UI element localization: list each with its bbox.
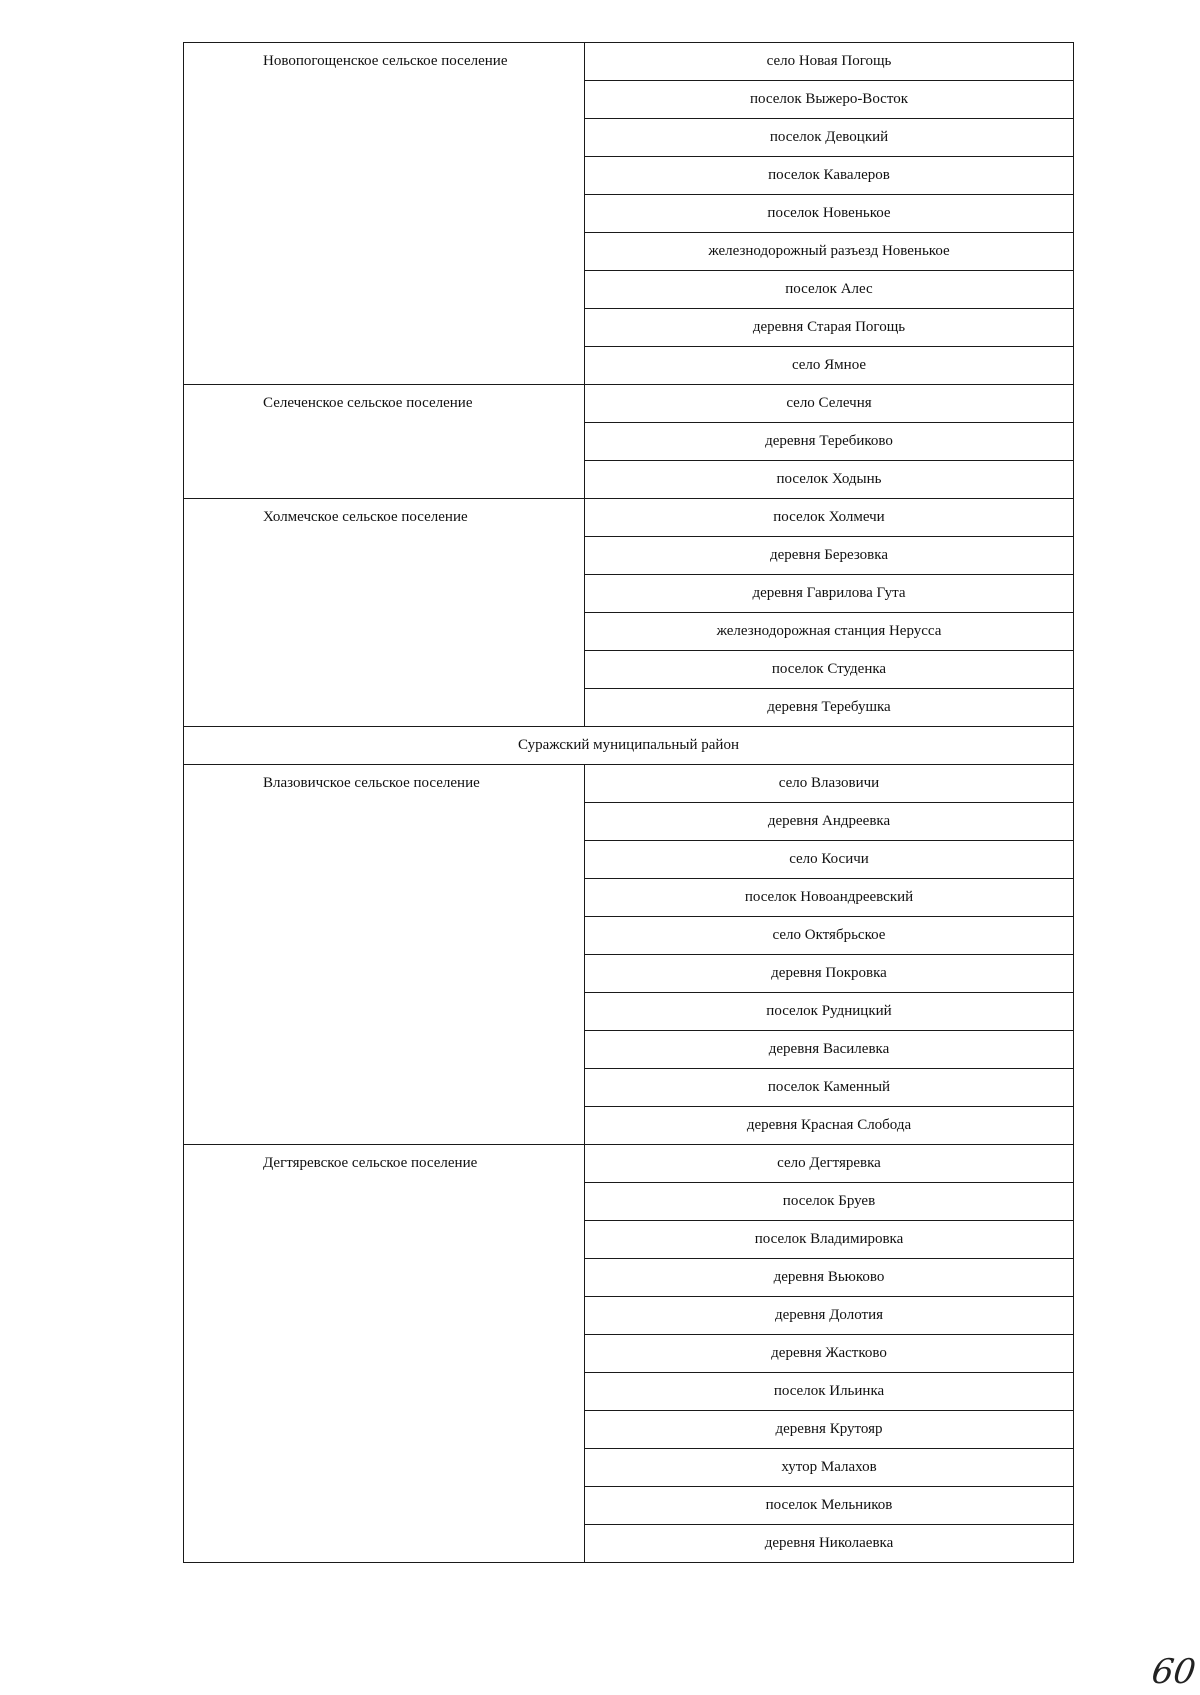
settlement-name: Новопогощенское сельское поселение — [263, 53, 508, 69]
settlements-table-body — [184, 43, 1074, 1563]
table-row — [184, 1145, 1074, 1183]
locality-name: поселок Холмечи — [585, 499, 1074, 537]
locality-name: поселок Ильинка — [585, 1373, 1074, 1411]
locality-name: деревня Теребушка — [585, 689, 1074, 727]
locality-name: деревня Красная Слобода — [585, 1107, 1074, 1145]
locality-name: поселок Девоцкий — [585, 119, 1074, 157]
locality-name: поселок Бруев — [585, 1183, 1074, 1221]
district-row — [184, 727, 1074, 765]
locality-name: поселок Рудницкий — [585, 993, 1074, 1031]
locality-name: деревня Теребиково — [585, 423, 1074, 461]
locality-name: деревня Василевка — [585, 1031, 1074, 1069]
locality-name: деревня Долотия — [585, 1297, 1074, 1335]
locality-name: деревня Андреевка — [585, 803, 1074, 841]
locality-name: поселок Студенка — [585, 651, 1074, 689]
locality-name: поселок Владимировка — [585, 1221, 1074, 1259]
locality-name: село Ямное — [585, 347, 1074, 385]
settlement-cell — [184, 43, 585, 385]
locality-name: поселок Кавалеров — [585, 157, 1074, 195]
settlement-name: Влазовичское сельское поселение — [263, 775, 480, 791]
page-number: 60 — [1149, 1652, 1199, 1692]
settlement-name: Дегтяревское сельское поселение — [263, 1155, 478, 1171]
locality-name: деревня Гаврилова Гута — [585, 575, 1074, 613]
locality-name: село Селечня — [585, 385, 1074, 423]
locality-name: село Дегтяревка — [585, 1145, 1074, 1183]
locality-name: поселок Каменный — [585, 1069, 1074, 1107]
table-row — [184, 385, 1074, 423]
locality-name: железнодорожная станция Нерусса — [585, 613, 1074, 651]
locality-name: поселок Алес — [585, 271, 1074, 309]
locality-name: поселок Ходынь — [585, 461, 1074, 499]
locality-name: село Новая Погощь — [585, 43, 1074, 81]
locality-name: село Косичи — [585, 841, 1074, 879]
settlement-cell — [184, 499, 585, 727]
table-row — [184, 765, 1074, 803]
settlement-name: Селеченское сельское поселение — [263, 395, 473, 411]
locality-name: деревня Старая Погощь — [585, 309, 1074, 347]
settlements-table — [183, 42, 1074, 1563]
locality-name: деревня Покровка — [585, 955, 1074, 993]
settlement-cell — [184, 1145, 585, 1563]
locality-name: деревня Николаевка — [585, 1525, 1074, 1563]
locality-name: поселок Выжеро-Восток — [585, 81, 1074, 119]
settlement-cell — [184, 385, 585, 499]
table-row — [184, 499, 1074, 537]
locality-name: село Влазовичи — [585, 765, 1074, 803]
locality-name: железнодорожный разъезд Новенькое — [585, 233, 1074, 271]
district-name: Суражский муниципальный район — [184, 727, 1074, 765]
locality-name: деревня Березовка — [585, 537, 1074, 575]
locality-name: деревня Крутояр — [585, 1411, 1074, 1449]
table-row — [184, 43, 1074, 81]
locality-name: поселок Мельников — [585, 1487, 1074, 1525]
settlement-cell — [184, 765, 585, 1145]
locality-name: деревня Вьюково — [585, 1259, 1074, 1297]
locality-name: поселок Новоандреевский — [585, 879, 1074, 917]
locality-name: хутор Малахов — [585, 1449, 1074, 1487]
locality-name: деревня Жастково — [585, 1335, 1074, 1373]
locality-name: село Октябрьское — [585, 917, 1074, 955]
locality-name: поселок Новенькое — [585, 195, 1074, 233]
settlement-name: Холмечское сельское поселение — [263, 509, 468, 525]
